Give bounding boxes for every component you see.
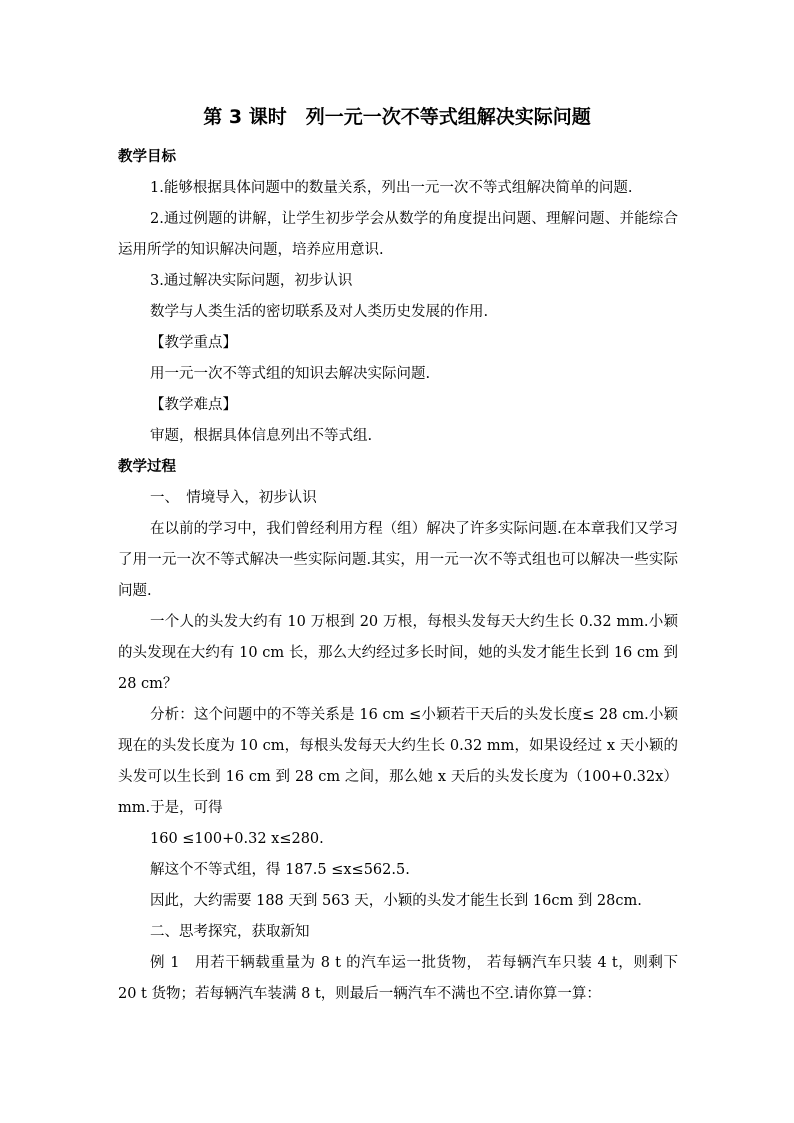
goal-3: 3.通过解决实际问题，初步认识: [150, 273, 353, 289]
difficulty-label: 【教学难点】: [150, 397, 237, 413]
key-point-text: 用一元一次不等式组的知识去解决实际问题.: [150, 366, 431, 382]
teaching-goals-heading: 教学目标: [118, 149, 176, 165]
difficulty-text: 审题，根据具体信息列出不等式组.: [150, 428, 373, 444]
analysis-paragraph: 分析：这个问题中的不等关系是 16 cm ≤小颖若干天后的头发长度≤ 28 cm.小颖现在的头发长度为 10 cm，每根头发每天大约生长 0.32 mm，如果设经过 x 天小颖的头发可以生长到 16 cm 到 28 cm 之间，那么她 x 天后的头发长度为（100+0.32x）mm.于是，可得: [118, 707, 678, 816]
intro-paragraph: 在以前的学习中，我们曾经利用方程（组）解决了许多实际问题.在本章我们又学习了用一元一次不等式解决一些实际问题.其实，用一元一次不等式组也可以解决一些实际问题.: [118, 521, 678, 599]
goal-2: 2.通过例题的讲解，让学生初步学会从数学的角度提出问题、理解问题、并能综合运用所学的知识解决问题，培养应用意识.: [118, 211, 678, 258]
goal-3-continued: 数学与人类生活的密切联系及对人类历史发展的作用.: [150, 304, 489, 320]
key-point-label: 【教学重点】: [150, 335, 237, 351]
teaching-process-heading: 教学过程: [118, 459, 176, 475]
page-title: 第 3 课时 列一元一次不等式组解决实际问题: [203, 106, 591, 128]
part-1-heading: 一、 情境导入，初步认识: [150, 490, 317, 506]
conclusion-line: 因此，大约需要 188 天到 563 天，小颖的头发才能生长到 16cm 到 28cm.: [150, 893, 642, 909]
problem-paragraph: 一个人的头发大约有 10 万根到 20 万根，每根头发每天大约生长 0.32 mm.小颖的头发现在大约有 10 cm 长，那么大约经过多长时间，她的头发才能生长到 16 cm 到 28 cm？: [118, 614, 678, 692]
example-1: 例 1 用若干辆载重量为 8 t 的汽车运一批货物， 若每辆汽车只装 4 t，则剩下 20 t 货物；若每辆汽车装满 8 t，则最后一辆汽车不满也不空.请你算一算：: [118, 955, 678, 1002]
document-body: [118, 142, 678, 1010]
solve-line: 解这个不等式组，得 187.5 ≤x≤562.5.: [150, 862, 410, 878]
part-2-heading: 二、思考探究，获取新知: [150, 924, 310, 940]
goal-1: 1.能够根据具体问题中的数量关系，列出一元一次不等式组解决简单的问题.: [150, 180, 633, 196]
inequality-line: 160 ≤100+0.32 x≤280.: [150, 831, 324, 847]
